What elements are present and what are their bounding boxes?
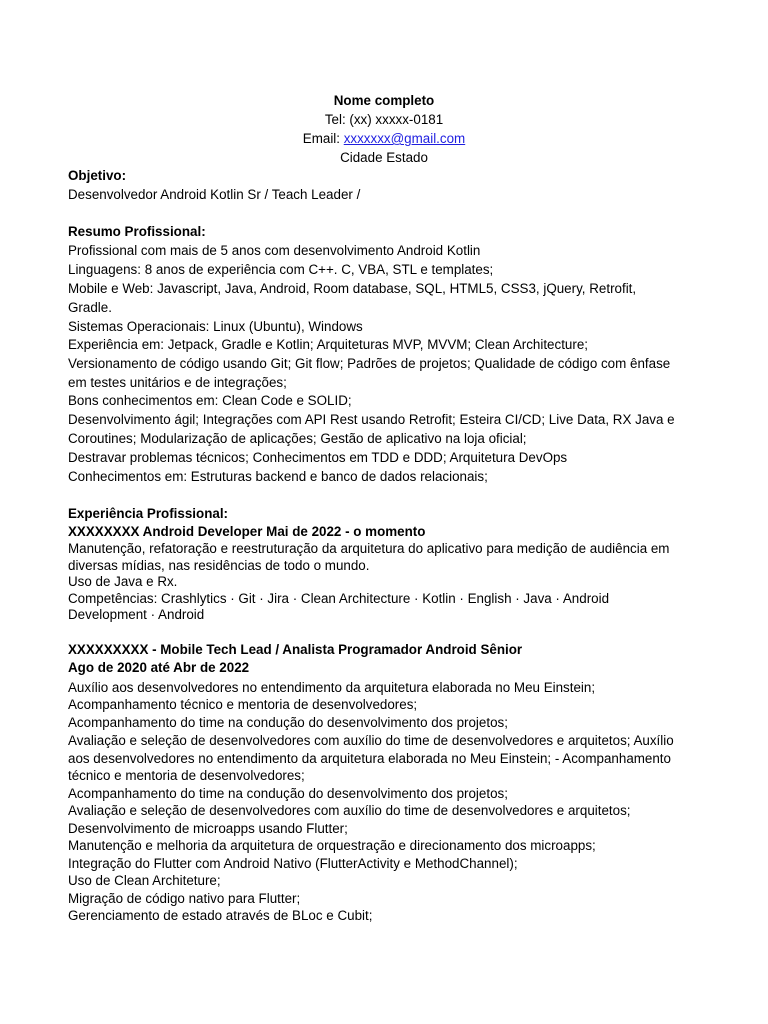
job1-title: XXXXXXXX Android Developer Mai de 2022 - o momento	[68, 524, 426, 539]
summary-line: Sistemas Operacionais: Linux (Ubuntu), Windows	[68, 319, 363, 334]
job2-line: Manutenção e melhoria da arquitetura de orquestração e direcionamento dos microapps;	[68, 838, 596, 853]
summary-heading: Resumo Profissional:	[68, 224, 206, 239]
summary-line: Profissional com mais de 5 anos com desenvolvimento Android Kotlin	[68, 243, 481, 258]
job2-line: Avaliação e seleção de desenvolvedores com auxílio do time de desenvolvedores e arquitetos;	[68, 803, 631, 818]
summary-line: Linguagens: 8 anos de experiência com C++. C, VBA, STL e templates;	[68, 262, 494, 277]
job1-line: diversas mídias, nas residências de todo o mundo.	[68, 558, 370, 573]
summary-line: Experiência em: Jetpack, Gradle e Kotlin; Arquiteturas MVP, MVVM; Clean Architecture;	[68, 337, 588, 352]
job2-line: Uso de Clean Architeture;	[68, 873, 221, 888]
summary-line: Bons conhecimentos em: Clean Code e SOLID;	[68, 393, 352, 408]
summary-line: Coroutines; Modularização de aplicações; Gestão de aplicativo na loja oficial;	[68, 431, 527, 446]
summary-line: Destravar problemas técnicos; Conhecimentos em TDD e DDD; Arquitetura DevOps	[68, 450, 568, 465]
email-link[interactable]: xxxxxxx@gmail.com	[343, 131, 466, 146]
summary-line: Mobile e Web: Javascript, Java, Android, Room database, SQL, HTML5, CSS3, jQuery, Retrofit,	[68, 281, 637, 296]
objective-text: Desenvolvedor Android Kotlin Sr / Teach Leader /	[68, 187, 361, 202]
job2-line: Avaliação e seleção de desenvolvedores com auxílio do time de desenvolvedores e arquitetos; Auxílio	[68, 733, 674, 748]
location: Cidade Estado	[340, 150, 428, 165]
job2-line: Gerenciamento de estado através de BLoc e Cubit;	[68, 908, 373, 923]
summary-line: Versionamento de código usando Git; Git flow; Padrões de projetos; Qualidade de código com ênfase	[68, 356, 671, 371]
phone-number: Tel: (xx) xxxxx-0181	[324, 112, 444, 127]
job2-line: Desenvolvimento de microapps usando Flutter;	[68, 821, 348, 836]
job2-line: Acompanhamento técnico e mentoria de desenvolvedores;	[68, 697, 418, 712]
job1-line: Manutenção, refatoração e reestruturação da arquitetura do aplicativo para medição de audiência em	[68, 541, 670, 556]
job1-line: Competências: Crashlytics · Git · Jira · Clean Architecture · Kotlin · English · Java · Android	[68, 591, 610, 606]
job2-title: XXXXXXXXX - Mobile Tech Lead / Analista Programador Android Sênior	[68, 642, 523, 657]
objective-heading: Objetivo:	[68, 168, 127, 183]
full-name: Nome completo	[333, 93, 435, 108]
job2-period: Ago de 2020 até Abr de 2022	[68, 660, 250, 675]
summary-line: Desenvolvimento ágil; Integrações com API Rest usando Retrofit; Esteira CI/CD; Live Data, RX Java e	[68, 412, 675, 427]
job2-line: técnico e mentoria de desenvolvedores;	[68, 768, 305, 783]
email-label: Email:	[302, 131, 344, 146]
job2-line: Acompanhamento do time na condução do desenvolvimento dos projetos;	[68, 786, 508, 801]
summary-line: Conhecimentos em: Estruturas backend e banco de dados relacionais;	[68, 469, 488, 484]
job2-line: Migração de código nativo para Flutter;	[68, 891, 301, 906]
summary-line: em testes unitários e de integrações;	[68, 375, 287, 390]
summary-line: Gradle.	[68, 300, 112, 315]
job1-line: Uso de Java e Rx.	[68, 574, 178, 589]
email-line	[0, 131, 768, 147]
job2-line: aos desenvolvedores no entendimento da arquitetura elaborada no Meu Einstein; - Acompanhamento	[68, 751, 671, 766]
job2-line: Acompanhamento do time na condução do desenvolvimento dos projetos;	[68, 715, 508, 730]
job2-line: Integração do Flutter com Android Nativo (FlutterActivity e MethodChannel);	[68, 856, 518, 871]
job1-line: Development · Android	[68, 607, 205, 622]
experience-heading: Experiência Profissional:	[68, 506, 229, 521]
job2-line: Auxílio aos desenvolvedores no entendimento da arquitetura elaborada no Meu Einstein;	[68, 680, 596, 695]
